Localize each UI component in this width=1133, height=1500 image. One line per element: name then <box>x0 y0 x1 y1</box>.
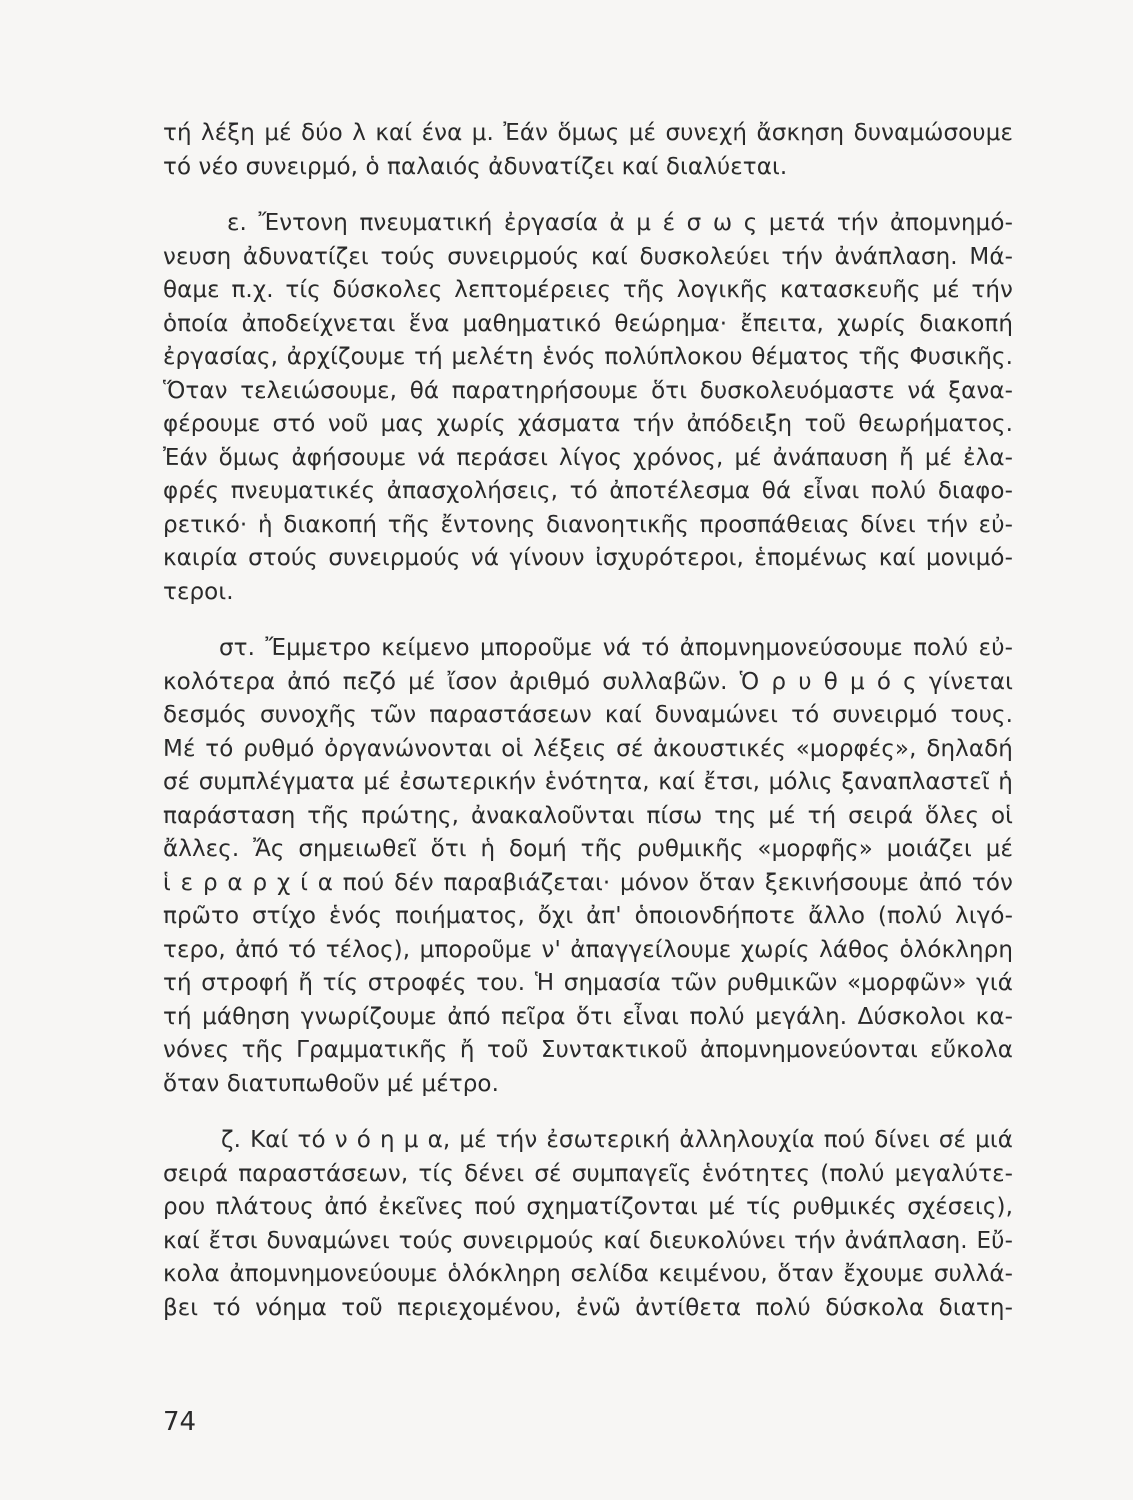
text-line: ἐργασίας, ἀρχίζουμε τή μελέτη ἑνός πολύπλοκου θέματος τῆς Φυσικῆς. <box>163 344 1013 370</box>
text-line: ρου πλάτους ἀπό ἐκεῖνες πού σχηματίζονται μέ τίς ρυθμικές σχέσεις), <box>163 1194 1013 1220</box>
text-line: σέ συμπλέγματα μέ ἐσωτερικήν ἑνότητα, καί ἔτσι, μόλις ξαναπλαστεῖ ἡ <box>163 769 1013 795</box>
text-line: βει τό νόημα τοῦ περιεχομένου, ἐνῶ ἀντίθετα πολύ δύσκολα διατη- <box>163 1294 1013 1321</box>
text-line: νόνες τῆς Γραμματικῆς ἤ τοῦ Συντακτικοῦ ἀπομνημονεύονται εὔκολα <box>163 1037 1013 1063</box>
text-line: τό νέο συνειρμό, ὁ παλαιός ἀδυνατίζει καί διαλύεται. <box>163 153 788 180</box>
text-line: ζ. Καί τό ν ό η μ α, μέ τήν ἐσωτερική ἀλληλουχία πού δίνει σέ μιά <box>221 1127 1013 1153</box>
text-line: ε. Ἔντονη πνευματική ἐργασία ἀ μ έ σ ω ς μετά τήν ἀπομνημό- <box>227 210 1013 236</box>
text-line: κολα ἀπομνημονεύουμε ὁλόκληρη σελίδα κειμένου, ὅταν ἔχουμε συλλά- <box>163 1261 1013 1287</box>
text-line: ὅταν διατυπωθοῦν μέ μέτρο. <box>163 1070 499 1097</box>
page-body <box>163 117 1013 1325</box>
paragraph <box>163 632 1013 1101</box>
paragraph-gap <box>163 184 1013 207</box>
text-line: τή λέξη μέ δύο λ καί ένα μ. Ἐάν ὅμως μέ συνεχή ἄσκηση δυναμώσουμε <box>163 120 1013 146</box>
text-line: ἱ ε ρ α ρ χ ί α πού δέν παραβιάζεται· μόνον ὅταν ξεκινήσουμε ἀπό τόν <box>163 869 1013 896</box>
page-number: 74 <box>163 1407 197 1437</box>
text-line: τή στροφή ἤ τίς στροφές του. Ἡ σημασία τῶν ρυθμικῶν «μορφῶν» γιά <box>163 970 1013 996</box>
paragraph-gap <box>163 1101 1013 1124</box>
text-line: Ὅταν τελειώσουμε, θά παρατηρήσουμε ὅτι δυσκολευόμαστε νά ξανα- <box>163 377 1013 404</box>
text-line: τερο, ἀπό τό τέλος), μποροῦμε ν' ἀπαγγείλουμε χωρίς λάθος ὁλόκληρη <box>163 936 1013 963</box>
text-line: πρῶτο στίχο ἑνός ποιήματος, ὄχι ἀπ' ὁποιονδήποτε ἄλλο (πολύ λιγό- <box>163 903 1013 929</box>
text-line: σειρά παραστάσεων, τίς δένει σέ συμπαγεῖς ἑνότητες (πολύ μεγαλύτε- <box>163 1160 1013 1187</box>
text-line: φέρουμε στό νοῦ μας χωρίς χάσματα τήν ἀπόδειξη τοῦ θεωρήματος. <box>163 411 1013 437</box>
text-line: Μέ τό ρυθμό ὀργανώνονται οἱ λέξεις σέ ἀκουστικές «μορφές», δηλαδή <box>163 735 1013 762</box>
text-line: Ἐάν ὅμως ἀφήσουμε νά περάσει λίγος χρόνος, μέ ἀνάπαυση ἤ μέ ἐλα- <box>163 444 1013 471</box>
paragraph <box>163 1124 1013 1325</box>
paragraph <box>163 207 1013 609</box>
text-line: ρετικό· ἡ διακοπή τῆς ἔντονης διανοητικῆς προσπάθειας δίνει τήν εὐ- <box>163 511 1013 538</box>
text-line: ἄλλες. Ἄς σημειωθεῖ ὅτι ἡ δομή τῆς ρυθμικῆς «μορφῆς» μοιάζει μέ <box>163 836 1013 862</box>
text-line: ὁποία ἀποδείχνεται ἕνα μαθηματικό θεώρημα· ἔπειτα, χωρίς διακοπή <box>163 310 1013 337</box>
text-line: θαμε π.χ. τίς δύσκολες λεπτομέρειες τῆς λογικῆς κατασκευῆς μέ τήν <box>163 277 1013 303</box>
text-line: τεροι. <box>163 578 234 605</box>
paragraph <box>163 117 1013 184</box>
text-line: φρές πνευματικές ἀπασχολήσεις, τό ἀποτέλεσμα θά εἶναι πολύ διαφο- <box>163 478 1013 504</box>
text-line: νευση ἀδυνατίζει τούς συνειρμούς καί δυσκολεύει τήν ἀνάπλαση. Μά- <box>163 243 1013 270</box>
text-line: παράσταση τῆς πρώτης, ἀνακαλοῦνται πίσω της μέ τή σειρά ὅλες οἱ <box>163 802 1013 829</box>
text-line: κολότερα ἀπό πεζό μέ ἴσον ἀριθμό συλλαβῶν. Ὁ ρ υ θ μ ό ς γίνεται <box>163 668 1013 695</box>
paragraph-gap <box>163 609 1013 632</box>
text-line: καί ἔτσι δυναμώνει τούς συνειρμούς καί διευκολύνει τήν ἀνάπλαση. Εὔ- <box>163 1227 1013 1254</box>
text-line: στ. Ἔμμετρο κείμενο μποροῦμε νά τό ἀπομνημονεύσουμε πολύ εὐ- <box>219 635 1013 661</box>
text-line: τή μάθηση γνωρίζουμε ἀπό πεῖρα ὅτι εἶναι πολύ μεγάλη. Δύσκολοι κα- <box>163 1003 1013 1030</box>
text-line: δεσμός συνοχῆς τῶν παραστάσεων καί δυναμώνει τό συνειρμό τους. <box>163 702 1013 728</box>
text-line: καιρία στούς συνειρμούς νά γίνουν ἰσχυρότεροι, ἑπομένως καί μονιμό- <box>163 545 1013 571</box>
